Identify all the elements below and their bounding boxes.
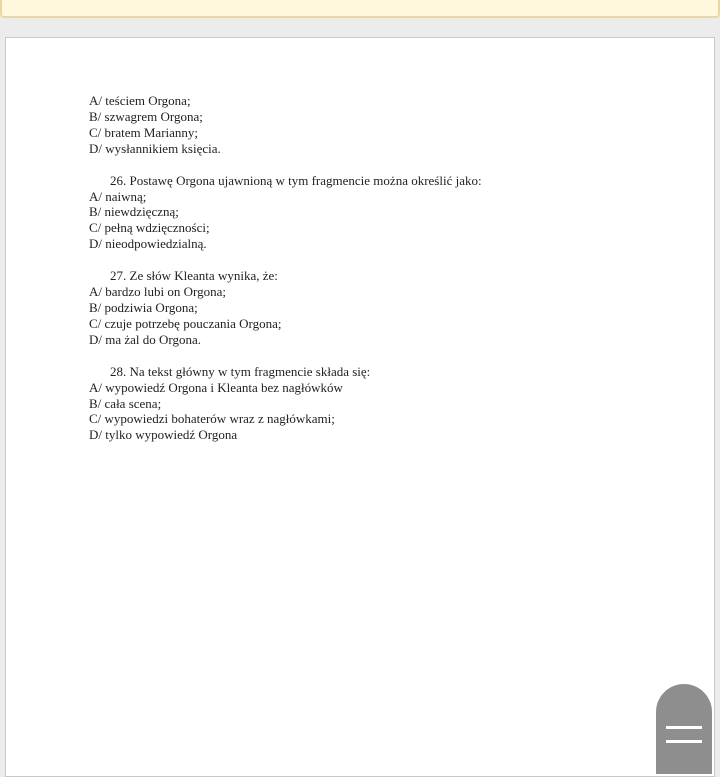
spacer xyxy=(89,252,649,268)
document-content xyxy=(89,93,649,443)
question-28 xyxy=(89,364,649,444)
answer-27-d: D/ ma żal do Orgona. xyxy=(89,331,202,347)
scroll-handle[interactable] xyxy=(656,684,712,774)
top-banner xyxy=(0,0,720,18)
answer-28-b: B/ cała scena; xyxy=(89,395,162,411)
answer-26-b: B/ niewdzięczną; xyxy=(89,204,179,220)
document-page[interactable] xyxy=(5,37,715,777)
question-27-title: 27. Ze słów Kleanta wynika, że: xyxy=(110,268,278,284)
question-26 xyxy=(89,173,649,253)
drag-handle-bar xyxy=(666,740,702,743)
answer-26-c: C/ pełną wdzięczności; xyxy=(89,220,210,236)
question-26-title: 26. Postawę Orgona ujawnioną w tym fragmencie można określić jako: xyxy=(110,172,482,188)
answer-28-d: D/ tylko wypowiedź Orgona xyxy=(89,427,238,443)
question-25-answers xyxy=(89,93,649,157)
spacer xyxy=(89,157,649,173)
answer-25-d: D/ wysłannikiem księcia. xyxy=(89,140,221,156)
answer-25-c: C/ bratem Marianny; xyxy=(89,124,199,140)
answer-26-a: A/ naiwną; xyxy=(89,188,147,204)
answer-28-c: C/ wypowiedzi bohaterów wraz z nagłówkami; xyxy=(89,411,335,427)
answer-27-b: B/ podziwia Orgona; xyxy=(89,299,198,315)
answer-25-b: B/ szwagrem Orgona; xyxy=(89,108,203,124)
answer-27-c: C/ czuje potrzebę pouczania Orgona; xyxy=(89,315,282,331)
answer-28-a: A/ wypowiedź Orgona i Kleanta bez nagłówków xyxy=(89,379,343,395)
question-27 xyxy=(89,268,649,348)
spacer xyxy=(89,348,649,364)
drag-handle-bar xyxy=(666,726,702,729)
question-28-title: 28. Na tekst główny w tym fragmencie składa się: xyxy=(110,363,371,379)
answer-26-d: D/ nieodpowiedzialną. xyxy=(89,236,207,252)
answer-27-a: A/ bardzo lubi on Orgona; xyxy=(89,284,226,300)
answer-25-a: A/ teściem Orgona; xyxy=(89,93,191,108)
